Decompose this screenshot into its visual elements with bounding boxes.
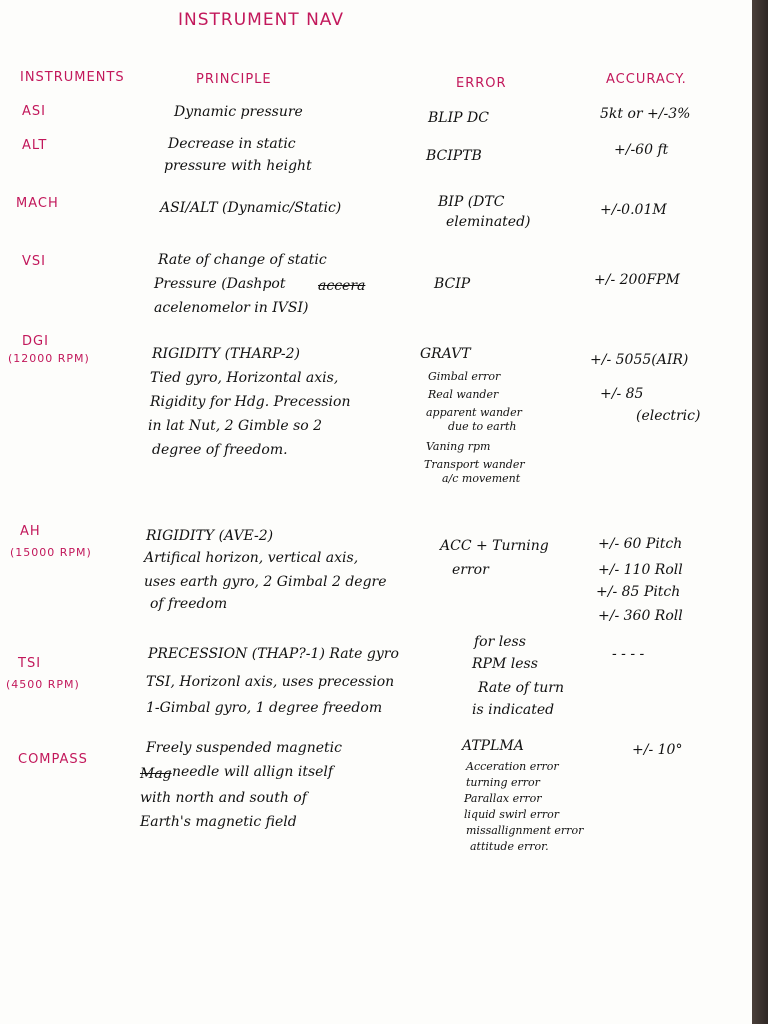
instrument-vsi: VSI	[22, 254, 46, 269]
dgi-principle-line: degree of freedom.	[152, 442, 288, 458]
compass-error-item: missallignment error	[466, 824, 584, 837]
dgi-accuracy-line: +/- 5055(AIR)	[590, 352, 689, 368]
compass-error-item: turning error	[466, 776, 540, 789]
dgi-error-item: due to earth	[448, 420, 517, 433]
vsi-principle-line: Rate of change of static	[158, 252, 327, 268]
compass-accuracy: +/- 10°	[632, 742, 683, 758]
alt-error: BCIPTB	[426, 148, 482, 164]
tsi-principle-line: PRECESSION (THAP?-1) Rate gyro	[148, 646, 399, 662]
ah-error-line: ACC + Turning	[440, 538, 549, 554]
instrument-dgi: DGI	[22, 334, 49, 349]
compass-error-item: Acceration error	[466, 760, 559, 773]
compass-error-item: liquid swirl error	[464, 808, 559, 821]
ah-principle-line: of freedom	[150, 596, 228, 612]
alt-principle-line: Decrease in static	[168, 136, 296, 152]
instrument-compass: COMPASS	[18, 752, 88, 767]
dgi-error-item: apparent wander	[426, 406, 522, 419]
compass-error-item: attitude error.	[470, 840, 549, 853]
page-title: INSTRUMENT NAV	[178, 10, 344, 30]
dgi-error-item: Gimbal error	[428, 370, 501, 383]
dgi-error-item: a/c movement	[442, 472, 521, 485]
tsi-error-line: is indicated	[472, 702, 555, 718]
vsi-accuracy: +/- 200FPM	[594, 272, 680, 288]
mach-error-line: BIP (DTC	[438, 194, 505, 210]
compass-principle-struck: Mag	[140, 766, 172, 782]
compass-principle-line: Freely suspended magnetic	[146, 740, 342, 756]
ah-accuracy-line: +/- 110 Roll	[598, 562, 683, 578]
dgi-principle-line: RIGIDITY (THARP-2)	[152, 346, 300, 362]
ah-principle-line: uses earth gyro, 2 Gimbal 2 degre	[144, 574, 387, 590]
dgi-error-item: Real wander	[428, 388, 499, 401]
dgi-accuracy-line: (electric)	[636, 408, 701, 424]
tsi-error-line: Rate of turn	[478, 680, 564, 696]
header-principle: PRINCIPLE	[196, 72, 272, 87]
ah-accuracy-line: +/- 85 Pitch	[596, 584, 681, 600]
compass-error-heading: ATPLMA	[462, 738, 524, 754]
tsi-accuracy: - - - -	[612, 646, 645, 662]
tsi-rpm: (4500 RPM)	[6, 678, 80, 691]
dgi-rpm: (12000 RPM)	[8, 352, 90, 365]
instrument-mach: MACH	[16, 196, 59, 211]
dgi-accuracy-line: +/- 85	[600, 386, 644, 402]
dgi-error-heading: GRAVT	[420, 346, 471, 362]
ah-accuracy-line: +/- 60 Pitch	[598, 536, 683, 552]
header-accuracy: ACCURACY.	[606, 72, 687, 87]
tsi-principle-line: TSI, Horizonl axis, uses precession	[146, 674, 395, 690]
tsi-error-line: RPM less	[472, 656, 538, 672]
ah-accuracy-line: +/- 360 Roll	[598, 608, 683, 624]
alt-accuracy: +/-60 ft	[614, 142, 669, 158]
ah-rpm: (15000 RPM)	[10, 546, 92, 559]
table-edge	[752, 0, 768, 1024]
mach-principle: ASI/ALT (Dynamic/Static)	[160, 200, 342, 216]
vsi-principle-line: acelenomelor in IVSI)	[154, 300, 309, 316]
dgi-principle-line: Rigidity for Hdg. Precession	[150, 394, 351, 410]
dgi-principle-line: in lat Nut, 2 Gimble so 2	[148, 418, 323, 434]
compass-principle-line: needle will allign itself	[172, 764, 334, 780]
asi-error: BLIP DC	[428, 110, 489, 126]
alt-principle-line: pressure with height	[164, 158, 312, 174]
header-instruments: INSTRUMENTS	[20, 70, 125, 85]
tsi-error-line: for less	[474, 634, 526, 650]
ah-principle-line: Artifical horizon, vertical axis,	[144, 550, 359, 566]
asi-principle: Dynamic pressure	[174, 104, 303, 120]
compass-principle-line: Earth's magnetic field	[140, 814, 297, 830]
instrument-tsi: TSI	[18, 656, 42, 671]
header-error: ERROR	[456, 76, 507, 91]
vsi-principle-line: Pressure (Dashpot	[154, 276, 286, 292]
dgi-principle-line: Tied gyro, Horizontal axis,	[150, 370, 339, 386]
vsi-error: BCIP	[434, 276, 471, 292]
vsi-principle-struck: accera	[318, 278, 366, 294]
ah-principle-line: RIGIDITY (AVE-2)	[146, 528, 274, 544]
tsi-principle-line: 1-Gimbal gyro, 1 degree freedom	[146, 700, 383, 716]
compass-principle-line: with north and south of	[140, 790, 307, 806]
mach-accuracy: +/-0.01M	[600, 202, 667, 218]
instrument-alt: ALT	[22, 138, 48, 153]
ah-error-line: error	[452, 562, 489, 578]
mach-error-line: eleminated)	[446, 214, 531, 230]
compass-error-item: Parallax error	[464, 792, 542, 805]
instrument-asi: ASI	[22, 104, 46, 119]
dgi-error-item: Vaning rpm	[426, 440, 491, 453]
instrument-ah: AH	[20, 524, 41, 539]
asi-accuracy: 5kt or +/-3%	[600, 106, 691, 122]
dgi-error-item: Transport wander	[424, 458, 525, 471]
